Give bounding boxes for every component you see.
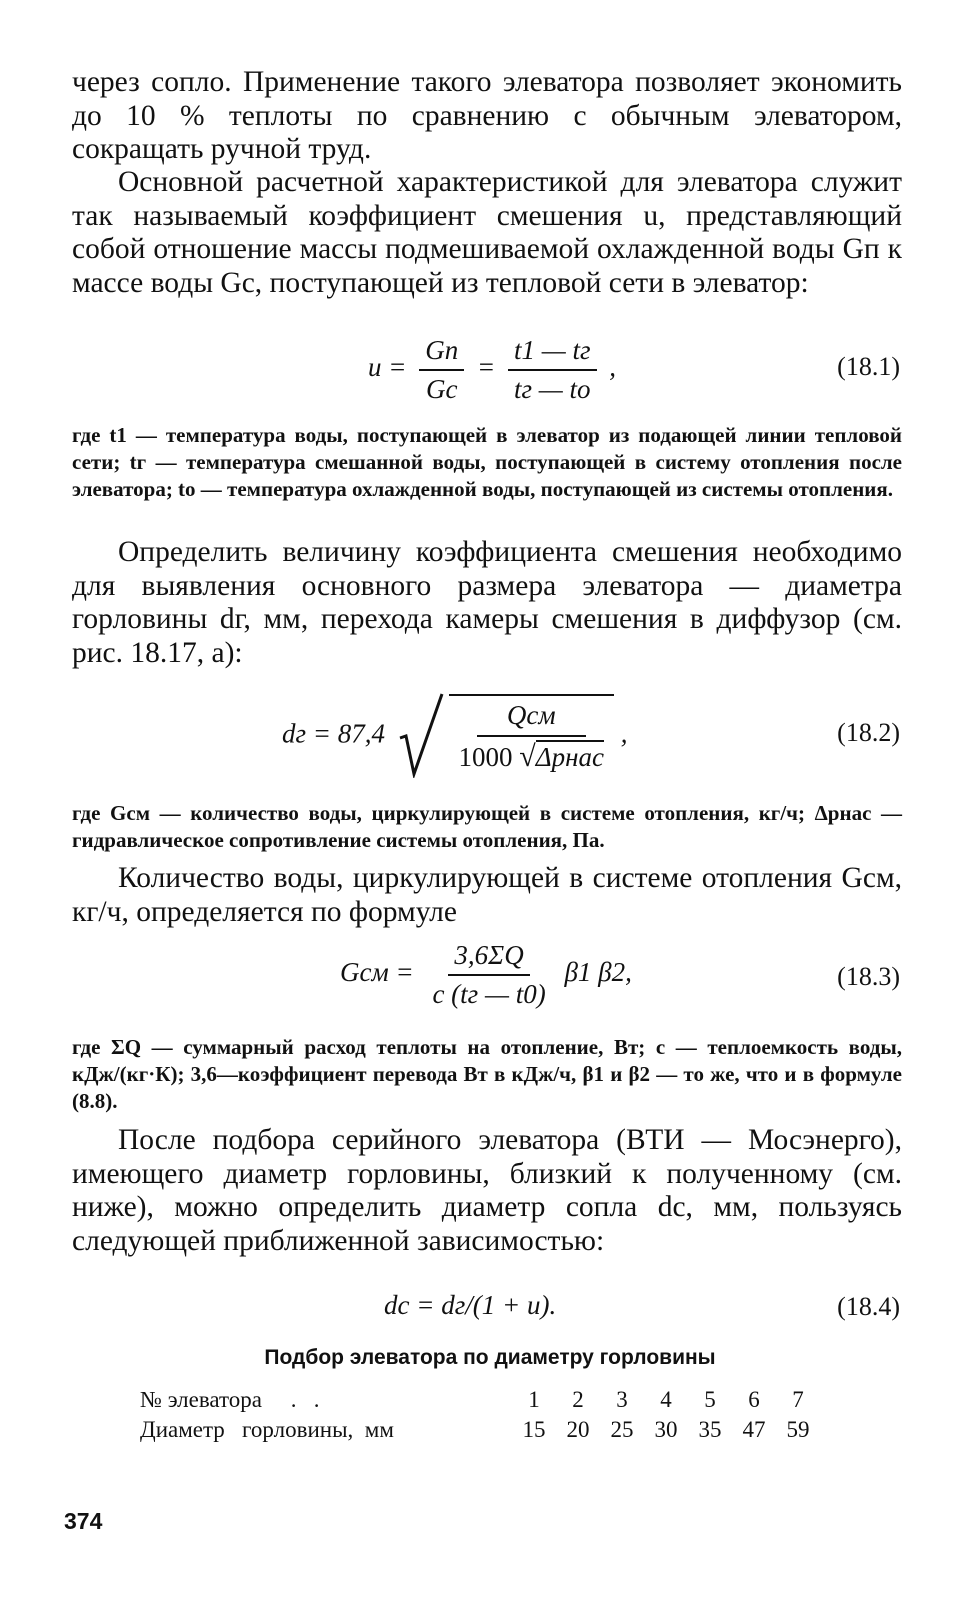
paragraph-throat-diameter: Определить величину коэффициента смешения необходимо для выявления основного размера элеватора — диаметра горловины dг, мм, перехода камеры смешения в диффузор (см. рис. 18.17, а): (72, 536, 902, 669)
table-row (140, 1415, 820, 1445)
eq1-fraction-2 (508, 335, 597, 405)
paragraph-continuation: через сопло. Применение такого элеватора позволяет экономить до 10 % теплоты по сравнению с обычным элеватором, сокращать ручной труд. (72, 66, 902, 165)
paragraph-mixing-coefficient: Основной расчетной характеристикой для элеватора служит так называемый коэффициент смешения u, представляющий собой отношение массы подмешиваемой охлажденной воды Gп к массе воды Gс, поступающей из тепловой сети в элеватор: (72, 166, 902, 299)
note-eq-18-2: где Gсм — количество воды, циркулирующей в системе отопления, кг/ч; Δpнас — гидравлическое сопротивление системы отопления, Па. (72, 801, 902, 852)
table-caption: Подбор элеватора по диаметру горловины (264, 1346, 716, 1369)
eq2-tail: , (620, 718, 628, 749)
table-cell: 15 (522, 1417, 546, 1442)
paragraph-circulating-water: Количество воды, циркулирующей в системе отопления Gсм, кг/ч, определяется по формуле (72, 862, 902, 928)
table-row (140, 1385, 820, 1415)
table-cell: 47 (742, 1417, 766, 1442)
table-cell: 3 (616, 1387, 628, 1412)
radical-sign-icon (396, 690, 446, 778)
eq3-tail: β1 β2, (564, 957, 632, 988)
eq2-den-radicand: Δpнас (535, 742, 604, 772)
inner-radical-icon: √ (519, 740, 536, 773)
note-eq-18-3: где ΣQ — суммарный расход теплоты на отопление, Вт; c — теплоемкость воды, кДж/(кг·К); 3,6—коэффициент перевода Вт в кДж/ч, β1 и β2 — то же, что и в формуле (8.8). (72, 1035, 902, 1113)
equation-18-4: dс = dг/(1 + u). (384, 1290, 557, 1320)
table-cell: 1 (528, 1387, 540, 1412)
page-number: 374 (64, 1508, 103, 1534)
eq2-radicand (449, 694, 614, 774)
eq3-numerator: 3,6ΣQ (448, 940, 529, 976)
eq2-lhs: dг = 87,4 (282, 718, 386, 749)
table-cell: 25 (610, 1417, 634, 1442)
eq1-denominator-2: tг — tо (513, 374, 591, 404)
equation-18-3 (340, 940, 632, 1010)
eq2-denominator (453, 737, 610, 774)
equation-number-18-4: (18.4) (837, 1292, 900, 1321)
row-label-elevator-number: № элеватора . . (140, 1387, 320, 1412)
table-cell: 2 (572, 1387, 584, 1412)
table-cell: 7 (792, 1387, 804, 1412)
table-cell: 5 (704, 1387, 716, 1412)
eq3-lhs: Gсм = (340, 957, 414, 988)
eq1-tail: , (609, 352, 617, 383)
table-cell: 35 (698, 1417, 722, 1442)
equation-number-18-3: (18.3) (837, 962, 900, 991)
paragraph-nozzle-diameter: После подбора серийного элеватора (ВТИ — Мосэнерго), имеющего диаметр горловины, близкий к полученному (см. ниже), можно определить диаметр сопла dс, мм, пользуясь следующей приближенной зависимостью: (72, 1124, 902, 1257)
elevator-selection-table (140, 1385, 820, 1445)
table-cell: 30 (654, 1417, 678, 1442)
equation-number-18-1: (18.1) (837, 352, 900, 381)
eq2-den-coefficient: 1000 (458, 742, 513, 772)
table-cell: 59 (786, 1417, 810, 1442)
equation-18-1 (368, 335, 616, 405)
eq1-numerator-1: Gп (419, 335, 464, 371)
table-cell: 4 (660, 1387, 672, 1412)
eq3-fraction (426, 940, 551, 1010)
eq2-fraction (453, 700, 610, 774)
equation-number-18-2: (18.2) (837, 718, 900, 747)
eq1-denominator-1: Gс (425, 374, 458, 404)
row-label-throat-diameter: Диаметр горловины, мм (140, 1417, 394, 1442)
eq1-equals: = (476, 352, 496, 383)
eq1-fraction-1 (419, 335, 464, 405)
note-eq-18-1: где t1 — температура воды, поступающей в элеватор из подающей линии тепловой сети; tг — температура смешанной воды, поступающей в систему отопления после элеватора; tо — температура охлажденной воды, поступающей из системы отопления. (72, 423, 902, 501)
table-cell: 20 (566, 1417, 590, 1442)
eq1-numerator-2: t1 — tг (508, 335, 597, 371)
eq3-denominator: c (tг — t0) (432, 979, 546, 1009)
eq1-lhs: u = (368, 352, 407, 383)
eq2-numerator: Qсм (477, 700, 586, 737)
table-cell: 6 (748, 1387, 760, 1412)
equation-18-2 (282, 690, 627, 778)
